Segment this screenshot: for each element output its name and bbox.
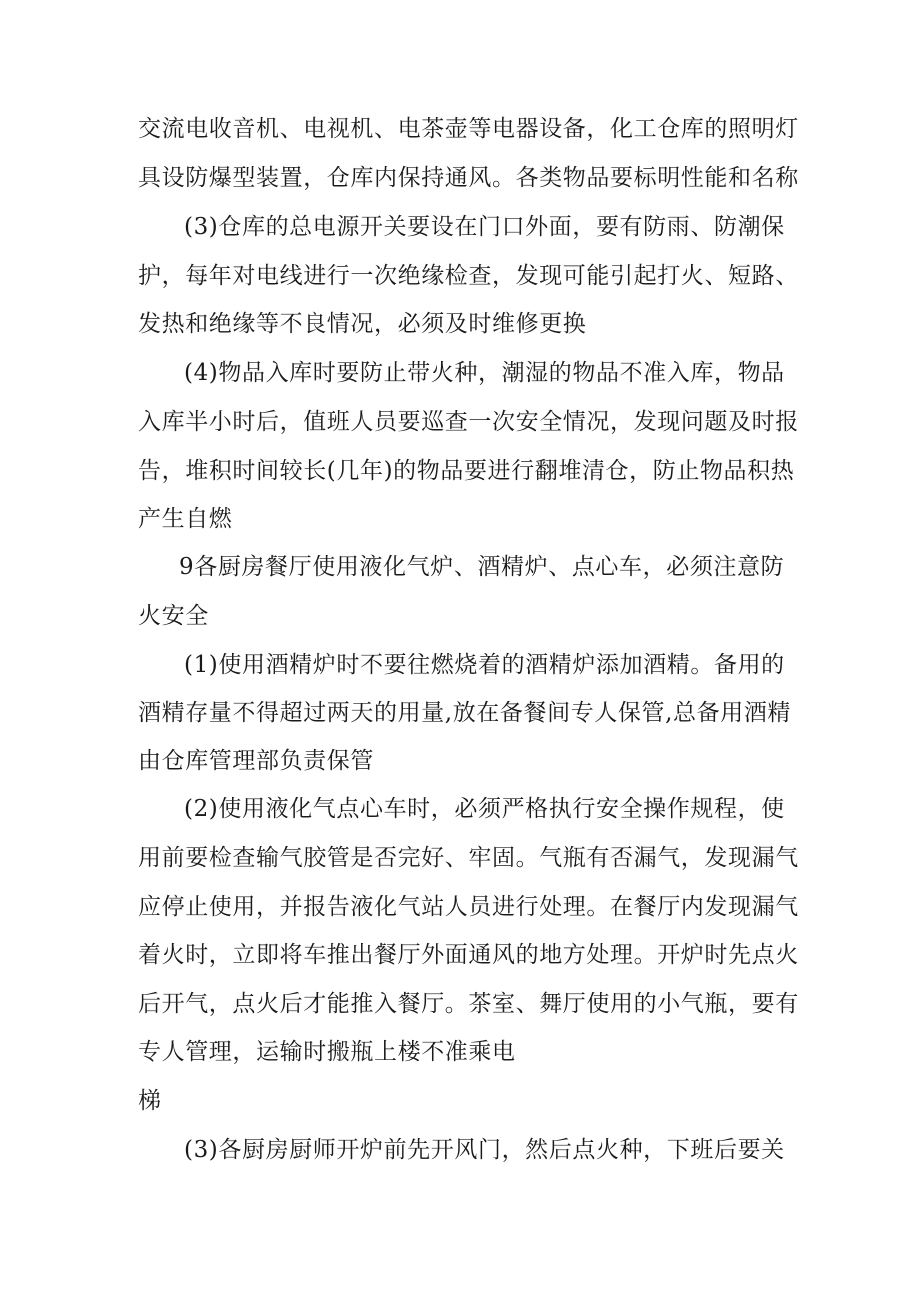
text-line: (3)仓库的总电源开关要设在门口外面，要有防雨、防潮保 xyxy=(184,214,785,240)
text-line: 9各厨房餐厅使用液化气炉、酒精炉、点心车，必须注意防 xyxy=(179,554,785,580)
text-line: 着火时，立即将车推出餐厅外面通风的地方处理。开炉时先点火 xyxy=(138,942,799,968)
text-line: (3)各厨房厨师开炉前先开风门，然后点火种，下班后要关 xyxy=(184,1137,785,1163)
text-line: 产生自燃 xyxy=(138,506,233,532)
text-line: 梯 xyxy=(138,1088,162,1114)
text-line: 由仓库管理部负责保管 xyxy=(138,748,374,774)
text-line: (1)使用酒精炉时不要往燃烧着的酒精炉添加酒精。备用的 xyxy=(184,652,785,678)
text-line: (2)使用液化气点心车时，必须严格执行安全操作规程，使 xyxy=(184,796,785,822)
text-line: 告，堆积时间较长(几年)的物品要进行翻堆清仓，防止物品积热 xyxy=(138,458,795,484)
text-line: 护，每年对电线进行一次绝缘检查，发现可能引起打火、短路、 xyxy=(138,263,799,289)
text-line: 入库半小时后，值班人员要巡查一次安全情况，发现问题及时报 xyxy=(138,409,799,435)
text-line: 后开气，点火后才能推入餐厅。茶室、舞厅使用的小气瓶，要有 xyxy=(138,991,799,1017)
text-line: 火安全 xyxy=(138,603,209,629)
text-line: 专人管理，运输时搬瓶上楼不准乘电 xyxy=(138,1039,516,1065)
text-line: (4)物品入库时要防止带火种，潮湿的物品不准入库，物品 xyxy=(184,360,785,386)
text-line: 具设防爆型装置，仓库内保持通风。各类物品要标明性能和名称 xyxy=(138,165,799,191)
text-line: 用前要检查输气胶管是否完好、牢固。气瓶有否漏气，发现漏气 xyxy=(138,845,799,871)
text-line: 交流电收音机、电视机、电茶壶等电器设备，化工仓库的照明灯 xyxy=(138,116,799,142)
text-line: 酒精存量不得超过两天的用量,放在备餐间专人保管,总备用酒精 xyxy=(138,700,792,726)
text-line: 应停止使用，并报告液化气站人员进行处理。在餐厅内发现漏气 xyxy=(138,894,799,920)
text-line: 发热和绝缘等不良情况，必须及时维修更换 xyxy=(138,311,587,337)
